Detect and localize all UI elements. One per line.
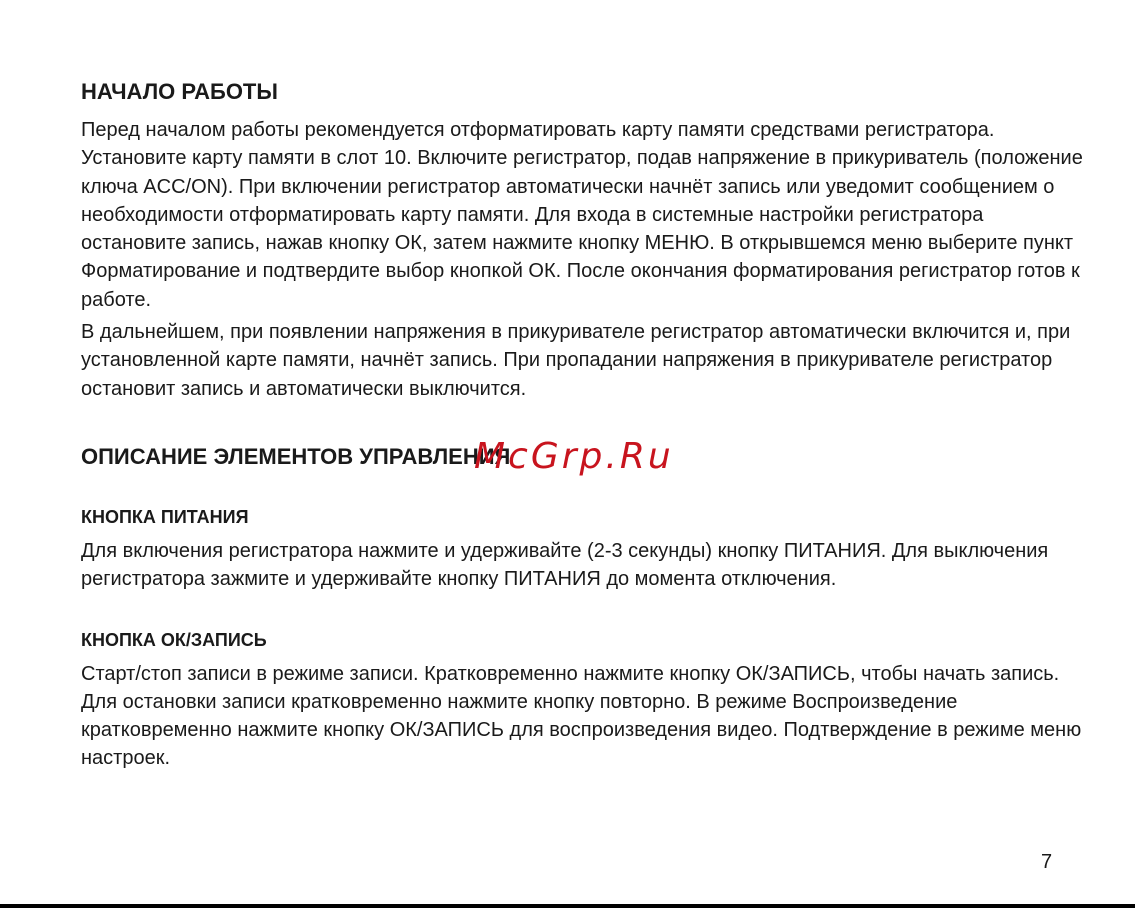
getting-started-paragraph-2: В дальнейшем, при появлении напряжения в прикуривателе регистратор автоматически включится и, при установленной карте памяти, начнёт запись. При пропадании напряжения в прикуривателе регистратор остановит запись и автоматически выключится. <box>81 321 1071 400</box>
watermark: McGrp.Ru <box>474 436 674 477</box>
section-title-controls: ОПИСАНИЕ ЭЛЕМЕНТОВ УПРАВЛЕНИЯ <box>81 443 511 469</box>
page-number: 7 <box>1041 851 1053 873</box>
power-button-description: Для включения регистратора нажмите и удерживайте (2-3 секунды) кнопку ПИТАНИЯ. Для выключения регистратора зажмите и удерживайте кнопку ПИТАНИЯ до момента отключения. <box>81 539 1049 591</box>
subsection-title-power-button: КНОПКА ПИТАНИЯ <box>81 506 249 527</box>
getting-started-paragraph-1: Перед началом работы рекомендуется отформатировать карту памяти средствами регистратора. Установите карту памяти в слот 10. Включите регистратор, подав напряжение в прикуриватель (положение ключа ACC/ON). При включении регистратор автоматически начнёт запись или уведомит сообщением о необходимости отформатировать карту памяти. Для входа в системные настройки регистратора остановите запись, нажав кнопку ОК, затем нажмите кнопку МЕНЮ. В открывшемся меню выберите пункт Форматирование и подтвердите выбор кнопкой ОК. После окончания форматирования регистратор готов к работе. <box>81 119 1083 311</box>
section-title-getting-started: НАЧАЛО РАБОТЫ <box>81 79 278 104</box>
ok-record-button-description: Старт/стоп записи в режиме записи. Кратковременно нажмите кнопку ОК/ЗАПИСЬ, чтобы начать запись. Для остановки записи кратковременно нажмите кнопку повторно. В режиме Воспроизведение кратковременно нажмите кнопку ОК/ЗАПИСЬ для воспроизведения видео. Подтверждение в режиме меню настроек. <box>81 662 1082 770</box>
page-content <box>81 78 1091 773</box>
bottom-rule <box>0 904 1135 908</box>
subsection-title-ok-record-button: КНОПКА ОК/ЗАПИСЬ <box>81 629 267 650</box>
